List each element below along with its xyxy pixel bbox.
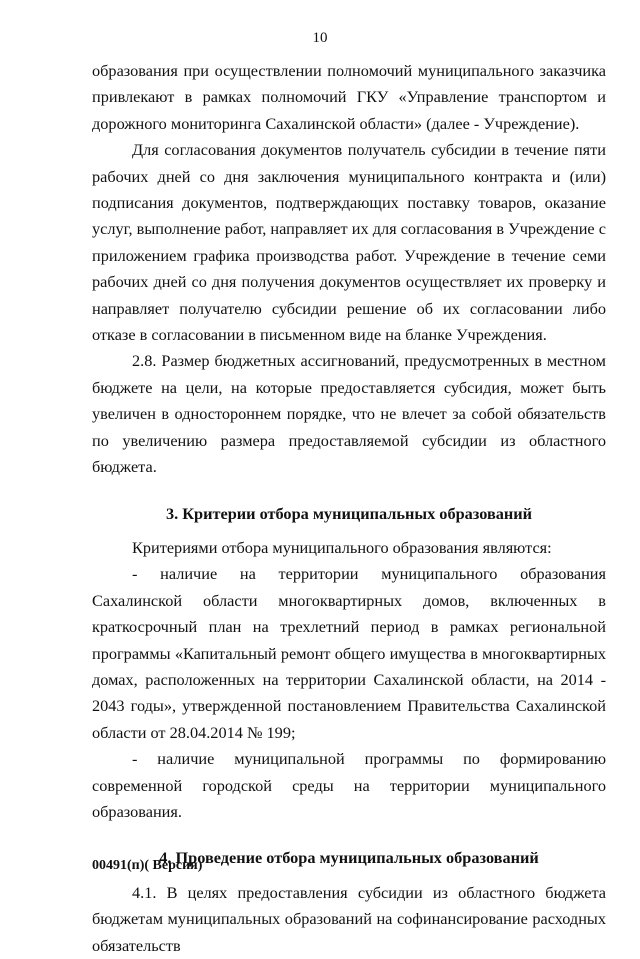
paragraph-continuation: образования при осуществлении полномочий муниципального заказчика привлекают в рамках полномочий ГКУ «Управление транспортом и дорожного мониторинга Сахалинской области» (далее - Учреждение).	[92, 61, 606, 133]
section-4-heading: 4. Проведение отбора муниципальных образований	[159, 848, 539, 868]
document-body	[92, 58, 606, 959]
criteria-item-2: - наличие муниципальной программы по формированию современной городской среды на территории муниципального образования.	[92, 749, 606, 821]
criteria-item-1: - наличие на территории муниципального образования Сахалинской области многоквартирных домов, включенных в краткосрочный план на трехлетний период в рамках региональной программы «Капитальный ремонт общего имущества в многоквартирных домах, расположенных на территории Сахалинской области, на 2014 - 2043 годы», утвержденной постановлением Правительства Сахалинской области от 28.04.2014 № 199;	[92, 564, 606, 742]
document-footer-code: 00491(п)( Версия)	[92, 858, 203, 873]
paragraph-2-8: 2.8. Размер бюджетных ассигнований, предусмотренных в местном бюджете на цели, на которые предоставляется субсидия, может быть увеличен в одностороннем порядке, что не влечет за собой обязательств по увеличению размера предоставляемой субсидии из областного бюджета.	[92, 351, 606, 477]
paragraph-4-1: 4.1. В целях предоставления субсидии из областного бюджета бюджетам муниципальных образований на софинансирование расходных обязательств	[92, 882, 606, 955]
paragraph-approval: Для согласования документов получатель субсидии в течение пяти рабочих дней со дня заключения муниципального контракта и (или) подписания документов, подтверждающих поставку товаров, оказание услуг, выполнение работ, направляет их для согласования в Учреждение с приложением графика производства работ. Учреждение в течение семи рабочих дней со дня получения документов осуществляет их проверку и направляет получателю субсидии решение об их согласовании либо отказе в согласовании в письменном виде на бланке Учреждения.	[92, 140, 606, 345]
section-3-heading: 3. Критерии отбора муниципальных образований	[165, 503, 533, 523]
page-number: 10	[312, 30, 328, 46]
section-3-intro: Критериями отбора муниципального образования являются:	[132, 537, 552, 557]
